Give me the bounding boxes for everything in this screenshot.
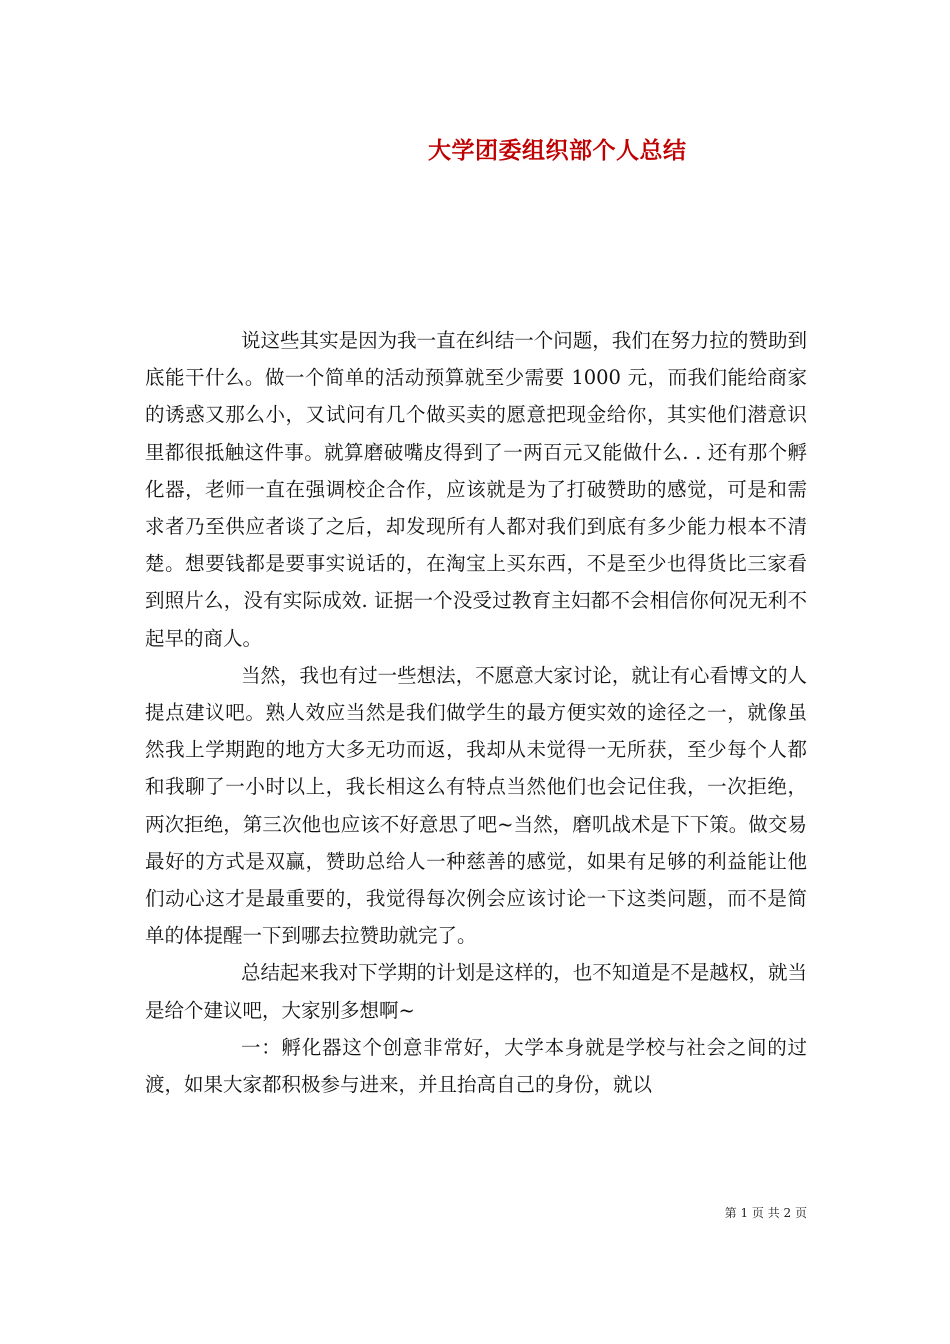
document-title: 大学团委组织部个人总结	[428, 137, 687, 164]
paragraph-4: 一：孵化器这个创意非常好，大学本身就是学校与社会之间的过渡，如果大家都积极参与进来，并且抬高自己的身份，就以	[145, 1035, 807, 1097]
document-body	[145, 322, 807, 1103]
page-number-footer: 第 1 页 共 2 页	[724, 1206, 807, 1220]
paragraph-3: 总结起来我对下学期的计划是这样的，也不知道是不是越权，就当是给个建议吧，大家别多想啊~	[145, 961, 807, 1022]
paragraph-1: 说这些其实是因为我一直在纠结一个问题，我们在努力拉的赞助到底能干什么。做一个简单的活动预算就至少需要 1000 元，而我们能给商家的诱惑又那么小，又试问有几个做买卖的愿意把现金给你，其实他们潜意识里都很抵触这件事。就算磨破嘴皮得到了一两百元又能做什么. . 还有那个孵化器，老师一直在强调校企合作，应该就是为了打破赞助的感觉，可是和需求者乃至供应者谈了之后，却发现所有人都对我们到底有多少能力根本不清楚。想要钱都是要事实说话的，在淘宝上买东西，不是至少也得货比三家看到照片么，没有实际成效. 证据一个没受过教育主妇都不会相信你何况无利不起早的商人。	[145, 329, 807, 650]
paragraph-2: 当然，我也有过一些想法，不愿意大家讨论，就让有心看博文的人提点建议吧。熟人效应当然是我们做学生的最方便实效的途径之一，就像虽然我上学期跑的地方大多无功而返，我却从未觉得一无所获，至少每个人都和我聊了一小时以上，我长相这么有特点当然他们也会记住我，一次拒绝，两次拒绝，第三次他也应该不好意思了吧~当然，磨叽战术是下下策。做交易最好的方式是双赢，赞助总给人一种慈善的感觉，如果有足够的利益能让他们动心这才是最重要的，我觉得每次例会应该讨论一下这类问题，而不是简单的体提醒一下到哪去拉赞助就完了。	[145, 663, 807, 948]
